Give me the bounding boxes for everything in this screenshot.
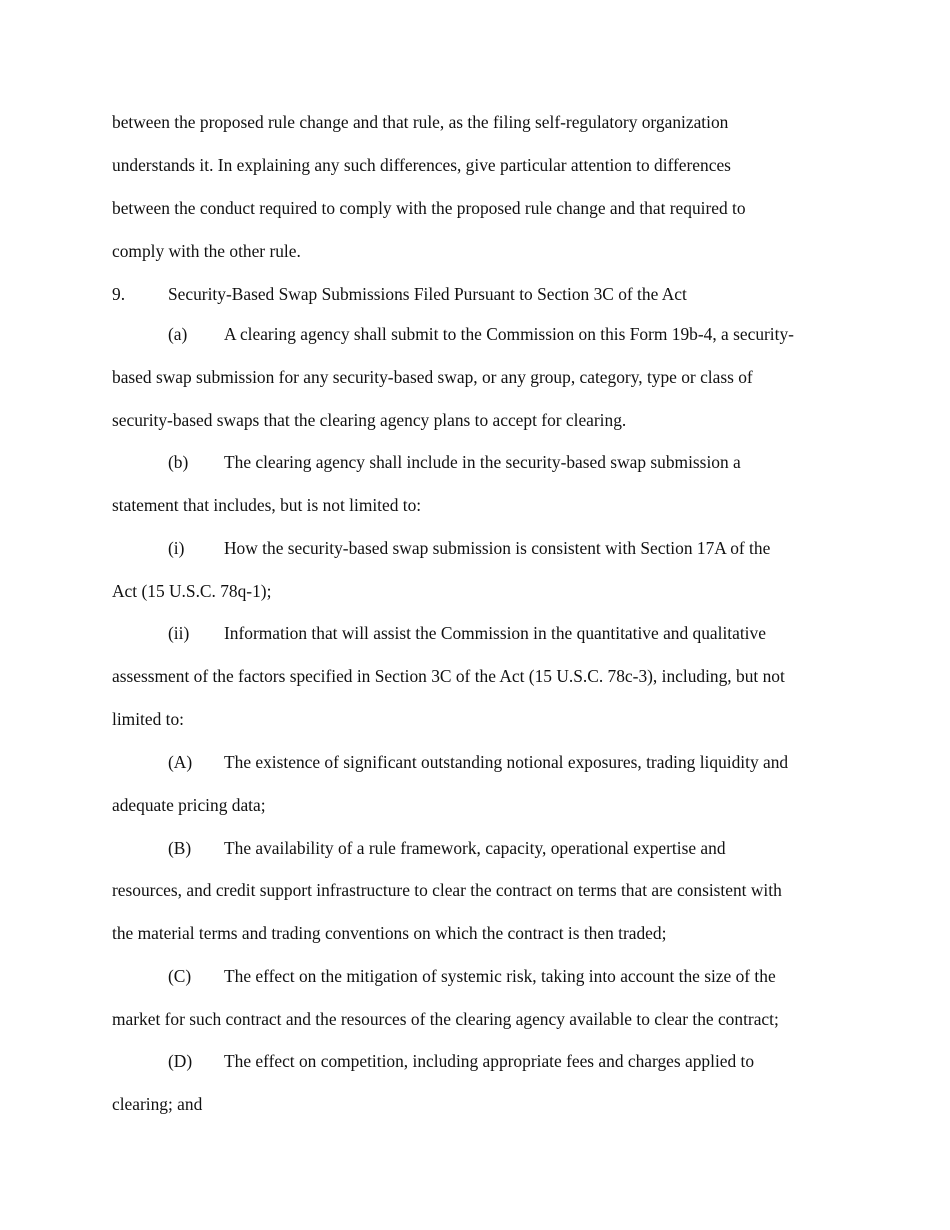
text-line: the material terms and trading conventions on which the contract is then traded; — [112, 923, 667, 943]
section-heading-text: Security-Based Swap Submissions Filed Pursuant to Section 3C of the Act — [168, 284, 687, 304]
paragraph-marker: (ii) — [168, 623, 190, 643]
paragraph-marker: (B) — [168, 838, 192, 858]
text-line: statement that includes, but is not limited to: — [112, 495, 422, 515]
paragraph-text: The effect on the mitigation of systemic risk, taking into account the size of the — [224, 966, 776, 986]
text-line: Act (15 U.S.C. 78q-1); — [112, 581, 272, 601]
text-line: resources, and credit support infrastructure to clear the contract on terms that are consistent with — [112, 880, 782, 900]
paragraph-text: A clearing agency shall submit to the Commission on this Form 19b-4, a security- — [224, 324, 794, 344]
paragraph-text: How the security-based swap submission is consistent with Section 17A of the — [224, 538, 771, 558]
text-line: clearing; and — [112, 1094, 203, 1114]
text-line: limited to: — [112, 709, 184, 729]
text-line: market for such contract and the resources of the clearing agency available to clear the contract; — [112, 1009, 779, 1029]
paragraph-marker: (b) — [168, 452, 189, 472]
paragraph-marker: (a) — [168, 324, 188, 344]
text-line: security-based swaps that the clearing agency plans to accept for clearing. — [112, 410, 627, 430]
text-line: between the proposed rule change and that rule, as the filing self-regulatory organization — [112, 112, 729, 132]
section-number: 9. — [112, 284, 126, 304]
text-line: assessment of the factors specified in Section 3C of the Act (15 U.S.C. 78c-3), including, but not — [112, 666, 785, 686]
paragraph-marker: (D) — [168, 1051, 193, 1071]
paragraph-text: The existence of significant outstanding notional exposures, trading liquidity and — [224, 752, 789, 772]
paragraph-marker: (C) — [168, 966, 192, 986]
paragraph-text: The clearing agency shall include in the security-based swap submission a — [224, 452, 741, 472]
paragraph-marker: (i) — [168, 538, 185, 558]
text-line: comply with the other rule. — [112, 241, 301, 261]
text-line: adequate pricing data; — [112, 795, 266, 815]
paragraph-marker: (A) — [168, 752, 193, 772]
text-line: between the conduct required to comply with the proposed rule change and that required to — [112, 198, 746, 218]
paragraph-text: The effect on competition, including appropriate fees and charges applied to — [224, 1051, 755, 1071]
paragraph-text: The availability of a rule framework, capacity, operational expertise and — [224, 838, 726, 858]
text-line: based swap submission for any security-based swap, or any group, category, type or class of — [112, 367, 753, 387]
paragraph-text: Information that will assist the Commission in the quantitative and qualitative — [224, 623, 766, 643]
text-line: understands it. In explaining any such differences, give particular attention to differences — [112, 155, 731, 175]
